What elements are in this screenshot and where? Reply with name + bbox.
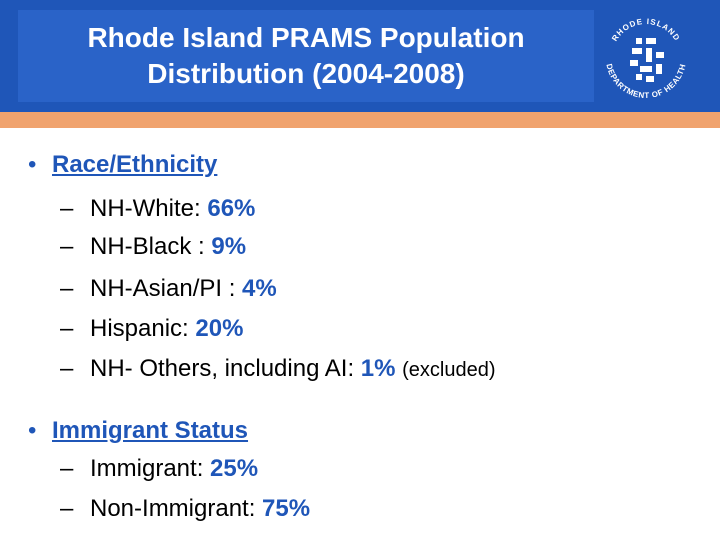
dash-icon: – [60,195,74,222]
bullet-icon: • [28,417,37,444]
percent-value: 66% [207,195,256,222]
list-item: NH- Others, including AI: 1% (excluded) [90,355,496,382]
title-box [18,10,594,102]
bullet-icon: • [28,151,37,178]
section-heading-race: Race/Ethnicity [52,151,218,178]
percent-value: 20% [195,315,244,342]
list-item: Hispanic: 20% [90,315,244,342]
percent-value: 4% [242,275,277,302]
dash-icon: – [60,495,74,522]
dash-icon: – [60,355,74,382]
percent-value: 75% [262,495,311,522]
list-item: Non-Immigrant: 75% [90,495,311,522]
department-of-health-logo [596,8,696,108]
slide-content [0,128,720,540]
svg-text:DEPARTMENT OF HEALTH: DEPARTMENT OF HEALTH [604,62,688,101]
dash-icon: – [60,455,74,482]
list-item: NH-Black : 9% [90,233,247,260]
percent-value: 1% [360,355,396,382]
list-item: Immigrant: 25% [90,455,259,482]
list-item: NH-Asian/PI : 4% [90,275,277,302]
percent-value: 25% [210,455,259,482]
page-title: Rhode Island PRAMS Population Distribution (2004-2008) [87,22,525,89]
percent-value: 9% [211,233,247,260]
dash-icon: – [60,315,74,342]
header-bar [0,0,720,112]
section-heading-immigrant: Immigrant Status [52,417,249,444]
accent-stripe [0,112,720,128]
dash-icon: – [60,233,74,260]
excluded-note: (excluded) [402,359,496,381]
dash-icon: – [60,275,74,302]
list-item: NH-White: 66% [90,195,256,222]
svg-text:RHODE ISLAND: RHODE ISLAND [610,16,682,43]
